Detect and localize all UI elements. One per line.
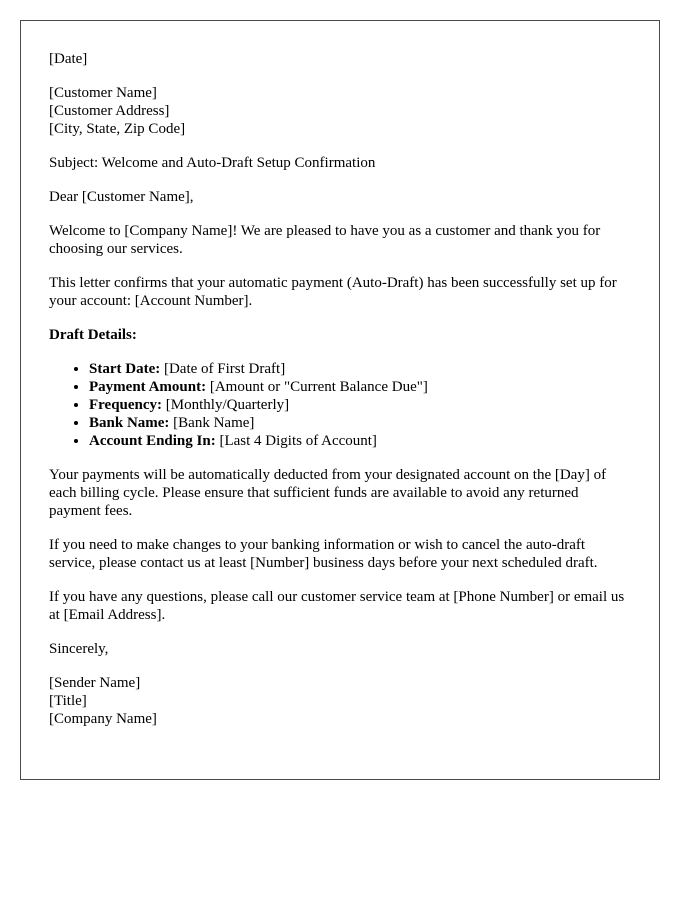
letter-document <box>20 20 660 780</box>
changes-paragraph: If you need to make changes to your banking information or wish to cancel the auto-draft service, please contact us at least [Number] business days before your next scheduled draft. <box>49 537 598 571</box>
recipient-city-state-zip: [City, State, Zip Code] <box>49 121 186 137</box>
draft-detail-value: [Amount or "Current Balance Due"] <box>209 379 428 395</box>
letter-subject: Subject: Welcome and Auto-Draft Setup Confirmation <box>49 155 376 171</box>
draft-detail-frequency <box>89 396 631 414</box>
draft-detail-start-date <box>89 360 631 378</box>
draft-detail-value: [Last 4 Digits of Account] <box>219 433 377 449</box>
draft-details-heading: Draft Details: <box>49 327 137 343</box>
draft-detail-label: Frequency: <box>89 397 163 413</box>
questions-paragraph: If you have any questions, please call our customer service team at [Phone Number] or email us at [Email Address]. <box>49 589 625 623</box>
draft-detail-label: Account Ending In: <box>89 433 216 449</box>
draft-detail-value: [Monthly/Quarterly] <box>165 397 290 413</box>
recipient-address-block <box>49 84 631 138</box>
sender-company: [Company Name] <box>49 711 157 727</box>
sender-title: [Title] <box>49 693 87 709</box>
draft-details-list <box>49 360 631 450</box>
deduction-paragraph: Your payments will be automatically deducted from your designated account on the [Day] of each billing cycle. Please ensure that sufficient funds are available to avoid any returned payment fees. <box>49 467 607 519</box>
letter-salutation: Dear [Customer Name], <box>49 189 194 205</box>
welcome-paragraph: Welcome to [Company Name]! We are pleased to have you as a customer and thank you for choosing our services. <box>49 223 601 257</box>
recipient-address: [Customer Address] <box>49 103 170 119</box>
draft-detail-label: Bank Name: <box>89 415 170 431</box>
draft-detail-label: Start Date: <box>89 361 161 377</box>
draft-detail-value: [Date of First Draft] <box>163 361 286 377</box>
draft-detail-label: Payment Amount: <box>89 379 207 395</box>
sender-signature-block <box>49 674 631 728</box>
recipient-name: [Customer Name] <box>49 85 157 101</box>
letter-date: [Date] <box>49 51 88 67</box>
letter-closing: Sincerely, <box>49 641 109 657</box>
draft-detail-payment-amount <box>89 378 631 396</box>
draft-detail-value: [Bank Name] <box>173 415 255 431</box>
confirmation-paragraph: This letter confirms that your automatic payment (Auto-Draft) has been successfully set up for your account: [Account Number]. <box>49 275 617 309</box>
draft-detail-bank-name <box>89 414 631 432</box>
draft-detail-account-ending <box>89 432 631 450</box>
sender-name: [Sender Name] <box>49 675 141 691</box>
